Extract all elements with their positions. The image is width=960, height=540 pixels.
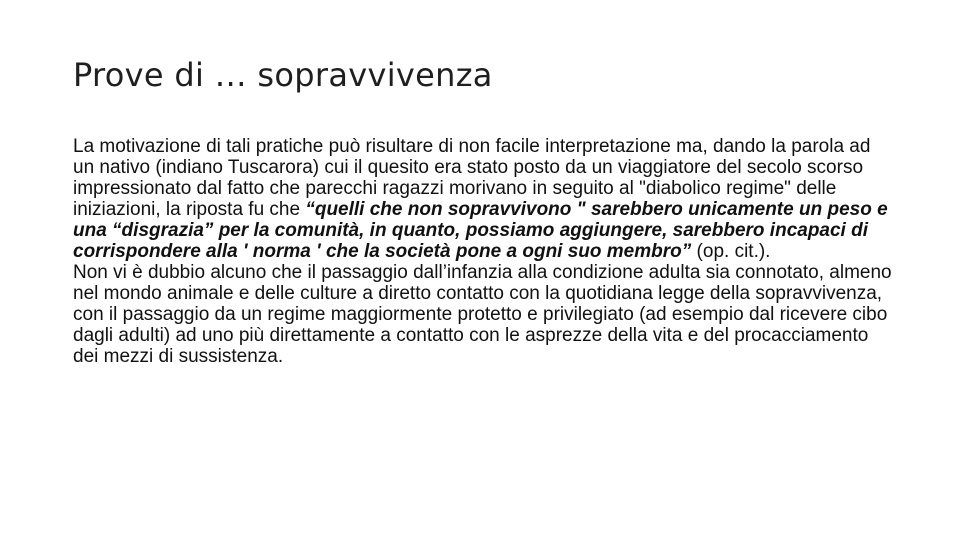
paragraph-1 (73, 136, 893, 262)
paragraph-1-quote: “quelli che non sopravvivono " sarebbero unicamente un peso e una “disgrazia” per la comunità, in quanto, possiamo aggiungere, sarebbero incapaci di corrispondere alla ' norma ' che la società pone a ogni suo membro” (73, 199, 888, 262)
slide-body (73, 136, 893, 367)
paragraph-1-citation: (op. cit.). (691, 241, 771, 262)
paragraph-2: Non vi è dubbio alcuno che il passaggio dall’infanzia alla condizione adulta sia connotato, almeno nel mondo animale e delle culture a diretto contatto con la quotidiana legge della sopravvivenza, con il passaggio da un regime maggiormente protetto e privilegiato (ad esempio dal ricevere cibo dagli adulti) ad uno più direttamente a contatto con le asprezze della vita e del procacciamento dei mezzi di sussistenza. (73, 262, 892, 367)
paragraph-1-intro: La motivazione di tali pratiche può risultare di non facile interpretazione ma, dando la parola ad un nativo (indiano Tuscarora) cui il quesito era stato posto da un viaggiatore del secolo scorso impressionato dal fatto che parecchi ragazzi morivano in seguito al "diabolico regime" delle iniziazioni, la riposta fu che (73, 136, 871, 220)
slide-title: Prove di … sopravvivenza (73, 56, 493, 94)
